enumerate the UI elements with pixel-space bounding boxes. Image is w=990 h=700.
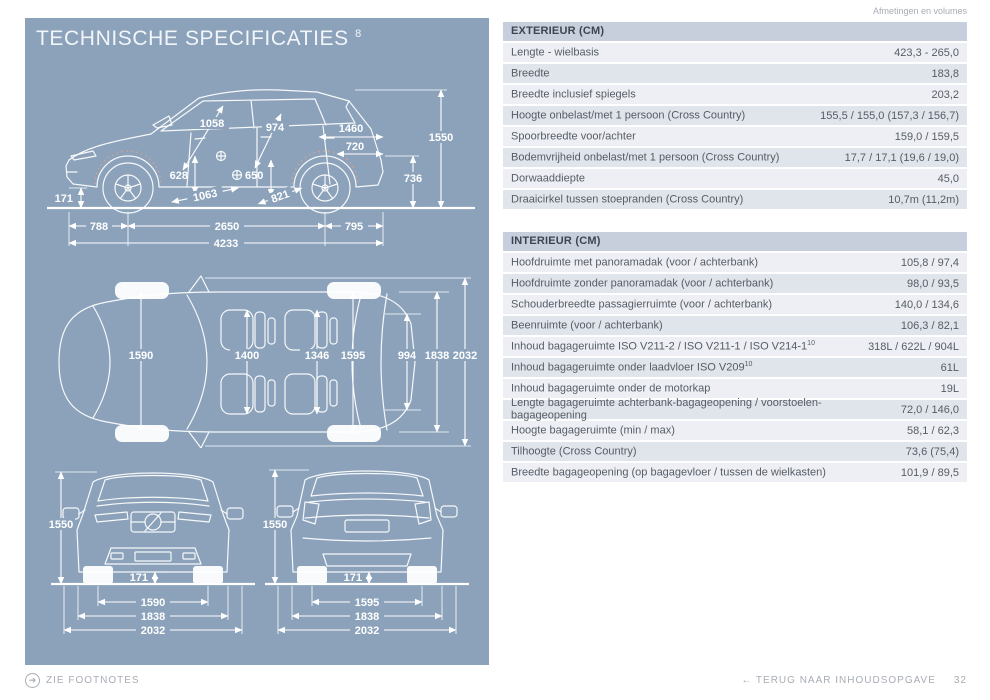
dim-label-interior-width: 994: [397, 350, 417, 362]
table-title-interior: INTERIEUR (CM): [503, 232, 967, 251]
row-label: Lengte bagageruimte achterbank-bagageopening / voorstoelen-bagageopening: [511, 397, 822, 422]
row-value: 58,1 / 62,3: [907, 424, 959, 437]
row-value: 105,8 / 97,4: [900, 256, 959, 269]
wheels-top-view: [115, 282, 381, 442]
row-label-wrap: [511, 319, 663, 332]
row-value: 61L: [940, 361, 959, 374]
table-row: [503, 127, 967, 146]
page-title-footnote: 8: [355, 28, 362, 40]
row-label: Hoogte onbelast/met 1 persoon (Cross Country): [511, 109, 746, 122]
row-label: Draaicirkel tussen stoepranden (Cross Country): [511, 193, 744, 206]
dim-label-body-width: 1838: [424, 350, 450, 362]
footer-right: [741, 675, 967, 686]
footnotes-link-label: ZIE FOOTNOTES: [46, 675, 140, 686]
row-value: 98,0 / 93,5: [907, 277, 959, 290]
car-rear-view-diagram: [261, 454, 473, 658]
dim-label-clearance: 171: [129, 572, 148, 584]
row-label-wrap: [511, 151, 779, 164]
row-label-wrap: [511, 340, 815, 353]
back-to-toc-link[interactable]: ← TERUG NAAR INHOUDSOPGAVE: [741, 675, 936, 686]
row-label: Hoofdruimte met panoramadak (voor / achterbank): [511, 256, 759, 269]
row-value: 72,0 / 146,0: [900, 403, 959, 416]
row-value: 155,5 / 155,0 (157,3 / 156,7): [820, 109, 959, 122]
row-label-wrap: [511, 277, 773, 290]
row-label: Inhoud bagageruimte onder de motorkap: [511, 382, 711, 395]
front-wheel: [103, 163, 153, 213]
dim-label-track-front: 1590: [128, 350, 154, 362]
dim-label-height: 1550: [262, 519, 288, 531]
table-row: [503, 397, 967, 422]
dim-label-clearance: 171: [54, 193, 73, 205]
dim-label-legroom-rear: 821: [269, 188, 292, 206]
table-row: [503, 169, 967, 188]
table-title-exterior: EXTERIEUR (CM): [503, 22, 967, 41]
row-value: 17,7 / 17,1 (19,6 / 19,0): [844, 151, 959, 164]
row-value: 140,0 / 134,6: [894, 298, 959, 311]
volvo-emblem: [145, 513, 161, 531]
table-row: [503, 295, 967, 314]
row-sup: 10: [744, 361, 753, 369]
row-label-wrap: [511, 130, 636, 143]
row-label-wrap: [511, 397, 891, 422]
dim-label-body-width: 1838: [354, 611, 380, 623]
row-value: 159,0 / 159,5: [894, 130, 959, 143]
dim-label-track: 1595: [354, 597, 380, 609]
row-label: Schouderbreedte passagierruimte (voor / achterbank): [511, 298, 773, 311]
dim-label-mirror-width: 2032: [354, 625, 380, 637]
row-label: Hoofdruimte zonder panoramadak (voor / achterbank): [511, 277, 774, 290]
dim-label-headroom-front: 1058: [199, 118, 225, 130]
page-title-text: TECHNISCHE SPECIFICATIES: [36, 27, 349, 50]
extension-lines: [269, 470, 456, 634]
row-label: Breedte: [511, 67, 550, 80]
dim-label-headroom-rear: 974: [265, 122, 285, 134]
table-row: [503, 316, 967, 335]
extension-lines: [69, 90, 447, 246]
seat-reference-markers: [217, 152, 242, 180]
row-label-wrap: [511, 424, 675, 437]
table-row: [503, 106, 967, 125]
row-label: Breedte inclusief spiegels: [511, 88, 636, 101]
dim-label-load: 720: [345, 141, 365, 153]
row-label: Lengte - wielbasis: [511, 46, 600, 59]
dim-label-track-rear: 1595: [340, 350, 366, 362]
dim-label-length: 4233: [213, 238, 239, 250]
row-value: 45,0: [937, 172, 959, 185]
footnotes-link[interactable]: [25, 673, 140, 688]
row-value: 106,3 / 82,1: [900, 319, 959, 332]
row-label-wrap: [511, 67, 550, 80]
wheel-arch-dots: [95, 151, 358, 184]
row-value: 101,9 / 89,5: [900, 466, 959, 479]
table-row: [503, 463, 967, 482]
car-top-view-diagram: [29, 262, 485, 448]
table-row: [503, 64, 967, 83]
dim-label-load-height: 736: [403, 173, 423, 185]
row-label-wrap: [511, 445, 637, 458]
table-row: [503, 337, 967, 356]
table-row: [503, 43, 967, 62]
car-front-view-diagram: [47, 454, 259, 658]
dim-label-clearance: 171: [343, 572, 362, 584]
table-row: [503, 253, 967, 272]
page-number: 32: [953, 675, 967, 686]
row-label: Tilhoogte (Cross Country): [511, 445, 637, 458]
dim-label-height: 1550: [428, 132, 454, 144]
wheels-rear-view: [297, 566, 437, 584]
row-label: Beenruimte (voor / achterbank): [511, 319, 663, 332]
dim-label-track: 1590: [140, 597, 166, 609]
row-value: 183,8: [931, 67, 959, 80]
dim-label-load-max: 1460: [338, 123, 364, 135]
table-row: [503, 190, 967, 209]
dim-label-shoulder-rear: 1346: [304, 350, 330, 362]
extension-lines: [205, 278, 471, 446]
exterior-table: [503, 22, 967, 209]
car-top-outline: [59, 276, 415, 448]
row-label-wrap: [511, 382, 710, 395]
row-value: 318L / 622L / 904L: [868, 340, 959, 353]
dim-label-front-overhang: 788: [89, 221, 109, 233]
row-label-wrap: [511, 361, 752, 374]
row-label-wrap: [511, 88, 636, 101]
row-label: Inhoud bagageruimte ISO V211-2 / ISO V211-1 / ISO V214-1: [511, 340, 808, 353]
row-value: 73,6 (75,4): [905, 445, 959, 458]
row-label: Bodemvrijheid onbelast/met 1 persoon (Cross Country): [511, 151, 780, 164]
dim-label-rear-overhang: 795: [344, 221, 364, 233]
dim-label-legroom-front: 1063: [191, 187, 219, 205]
rear-wheel: [300, 163, 350, 213]
row-label: Spoorbreedte voor/achter: [511, 130, 636, 143]
dim-label-seat-front: 628: [169, 170, 188, 182]
row-label-wrap: [511, 109, 745, 122]
row-label-wrap: [511, 298, 772, 311]
table-row: [503, 85, 967, 104]
spec-tables: [503, 22, 967, 505]
table-row: [503, 442, 967, 461]
footnote-arrow-icon: ➔: [25, 673, 40, 688]
row-label: Inhoud bagageruimte onder laadvloer ISO V209: [511, 361, 745, 374]
seats-top-view: [221, 310, 337, 414]
row-label-wrap: [511, 46, 599, 59]
section-label: Afmetingen en volumes: [872, 6, 967, 16]
page-title: [36, 27, 362, 51]
row-label: Breedte bagageopening (op bagagevloer / tussen de wielkasten): [511, 466, 826, 479]
row-value: 203,2: [931, 88, 959, 101]
row-label: Hoogte bagageruimte (min / max): [511, 424, 675, 437]
row-label-wrap: [511, 256, 758, 269]
row-label-wrap: [511, 193, 743, 206]
dim-label-mirror-width: 2032: [452, 350, 478, 362]
dim-label-wheelbase: 2650: [214, 221, 240, 233]
car-side-view-diagram: [33, 68, 481, 258]
table-row: [503, 274, 967, 293]
extension-lines: [55, 472, 242, 634]
interior-table: [503, 232, 967, 482]
dim-label-height: 1550: [48, 519, 74, 531]
row-sup: 10: [807, 340, 815, 348]
row-value: 19L: [940, 382, 959, 395]
car-rear-outline: [277, 471, 457, 572]
row-label-wrap: [511, 172, 585, 185]
row-value: 10,7m (11,2m): [888, 193, 959, 206]
dim-label-body-width: 1838: [140, 611, 166, 623]
car-side-outline: [66, 90, 383, 187]
table-row: [503, 379, 967, 398]
diagram-panel: [25, 18, 489, 665]
table-row: [503, 421, 967, 440]
dim-label-seat-rear: 650: [245, 170, 264, 182]
wheels-front-view: [83, 566, 223, 584]
row-label-wrap: [511, 466, 826, 479]
row-value: 423,3 - 265,0: [894, 46, 959, 59]
dim-label-mirror-width: 2032: [140, 625, 166, 637]
dim-label-shoulder-front: 1400: [234, 350, 260, 362]
row-label: Dorwaaddiepte: [511, 172, 585, 185]
table-row: [503, 148, 967, 167]
table-row: [503, 358, 967, 377]
